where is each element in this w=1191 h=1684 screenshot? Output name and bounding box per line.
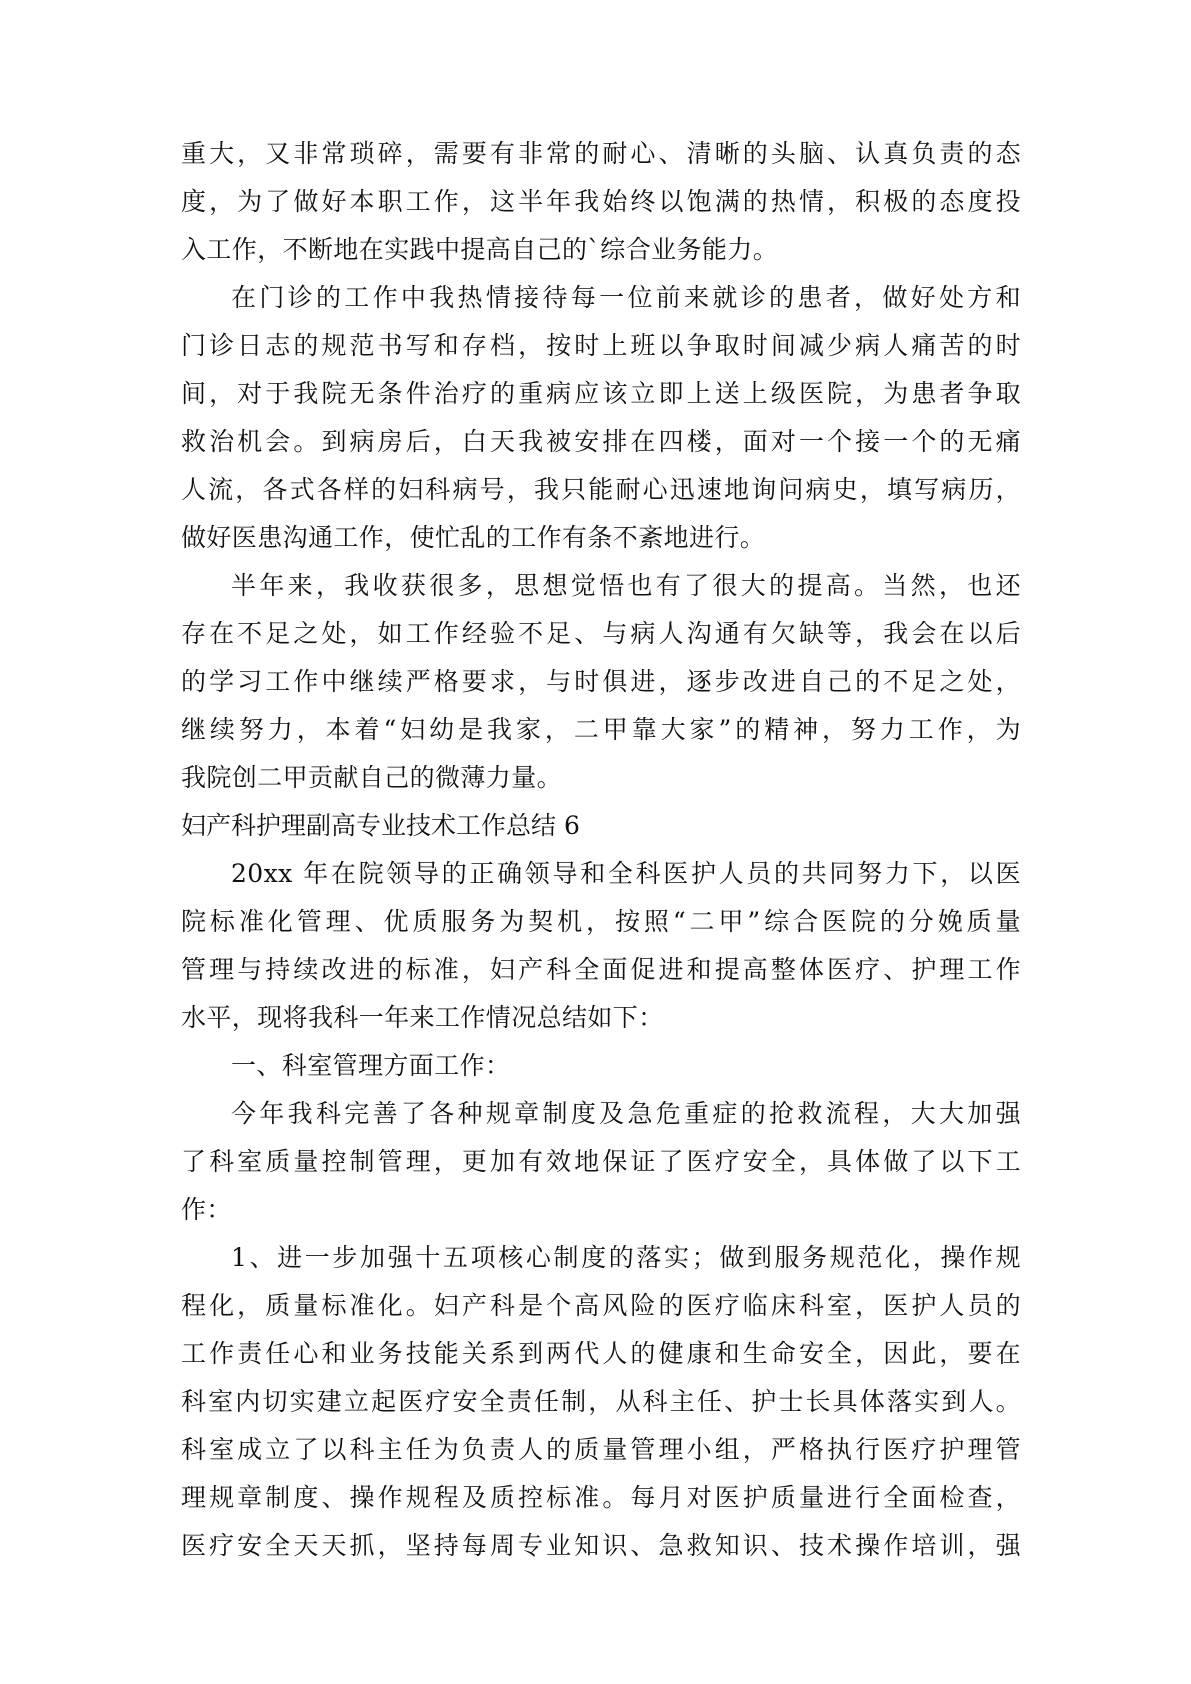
text-line: 了科室质量控制管理，更加有效地保证了医疗安全，具体做了以下工	[181, 1147, 1021, 1176]
text-line: 工作责任心和业务技能关系到两代人的健康和生命安全，因此，要在	[181, 1339, 1021, 1368]
text-line: 科室内切实建立起医疗安全责任制，从科主任、护士长具体落实到人。	[181, 1387, 1021, 1416]
text-line: 救治机会。到病房后，白天我被安排在四楼，面对一个接一个的无痛	[181, 427, 1021, 456]
text-line: 半年来，我收获很多，思想觉悟也有了很大的提高。当然，也还	[231, 571, 1021, 600]
text-line: 作：	[181, 1195, 232, 1224]
text-line: 今年我科完善了各种规章制度及急危重症的抢救流程，大大加强	[231, 1099, 1021, 1128]
text-line: 门诊日志的规范书写和存档，按时上班以争取时间减少病人痛苦的时	[181, 331, 1021, 360]
text-line: 医疗安全天天抓，坚持每周专业知识、急救知识、技术操作培训，强	[181, 1531, 1021, 1560]
text-line: 20xx 年在院领导的正确领导和全科医护人员的共同努力下，以医	[231, 859, 1021, 888]
text-line: 1、进一步加强十五项核心制度的落实；做到服务规范化，操作规	[231, 1243, 1021, 1272]
document-body	[181, 130, 1021, 1570]
text-line: 重大，又非常琐碎，需要有非常的耐心、清晰的头脑、认真负责的态	[181, 139, 1021, 168]
text-line: 一、科室管理方面工作：	[231, 1051, 511, 1080]
text-line: 科室成立了以科主任为负责人的质量管理小组，严格执行医疗护理管	[181, 1435, 1021, 1464]
text-line: 做好医患沟通工作，使忙乱的工作有条不紊地进行。	[181, 523, 766, 552]
text-line: 人流，各式各样的妇科病号，我只能耐心迅速地询问病史，填写病历，	[181, 475, 1021, 504]
text-line: 程化，质量标准化。妇产科是个高风险的医疗临床科室，医护人员的	[181, 1291, 1021, 1320]
text-line: 度，为了做好本职工作，这半年我始终以饱满的热情，积极的态度投	[181, 187, 1021, 216]
text-line: 理规章制度、操作规程及质控标准。每月对医护质量进行全面检查，	[181, 1483, 1021, 1512]
text-line: 继续努力，本着“妇幼是我家，二甲靠大家”的精神，努力工作，为	[181, 715, 1021, 744]
text-line: 的学习工作中继续严格要求，与时俱进，逐步改进自己的不足之处，	[181, 667, 1021, 696]
text-line: 院标准化管理、优质服务为契机，按照“二甲”综合医院的分娩质量	[181, 907, 1021, 936]
text-line: 存在不足之处，如工作经验不足、与病人沟通有欠缺等，我会在以后	[181, 619, 1021, 648]
text-line: 管理与持续改进的标准，妇产科全面促进和提高整体医疗、护理工作	[181, 955, 1021, 984]
section-heading: 妇产科护理副高专业技术工作总结 6	[181, 811, 580, 840]
document-page	[181, 130, 1021, 1570]
text-line: 我院创二甲贡献自己的微薄力量。	[181, 763, 563, 792]
text-line: 水平，现将我科一年来工作情况总结如下：	[181, 1003, 664, 1032]
text-line: 在门诊的工作中我热情接待每一位前来就诊的患者，做好处方和	[231, 283, 1021, 312]
text-line: 间，对于我院无条件治疗的重病应该立即上送上级医院，为患者争取	[181, 379, 1021, 408]
text-line: 入工作，不断地在实践中提高自己的`综合业务能力。	[181, 235, 779, 264]
